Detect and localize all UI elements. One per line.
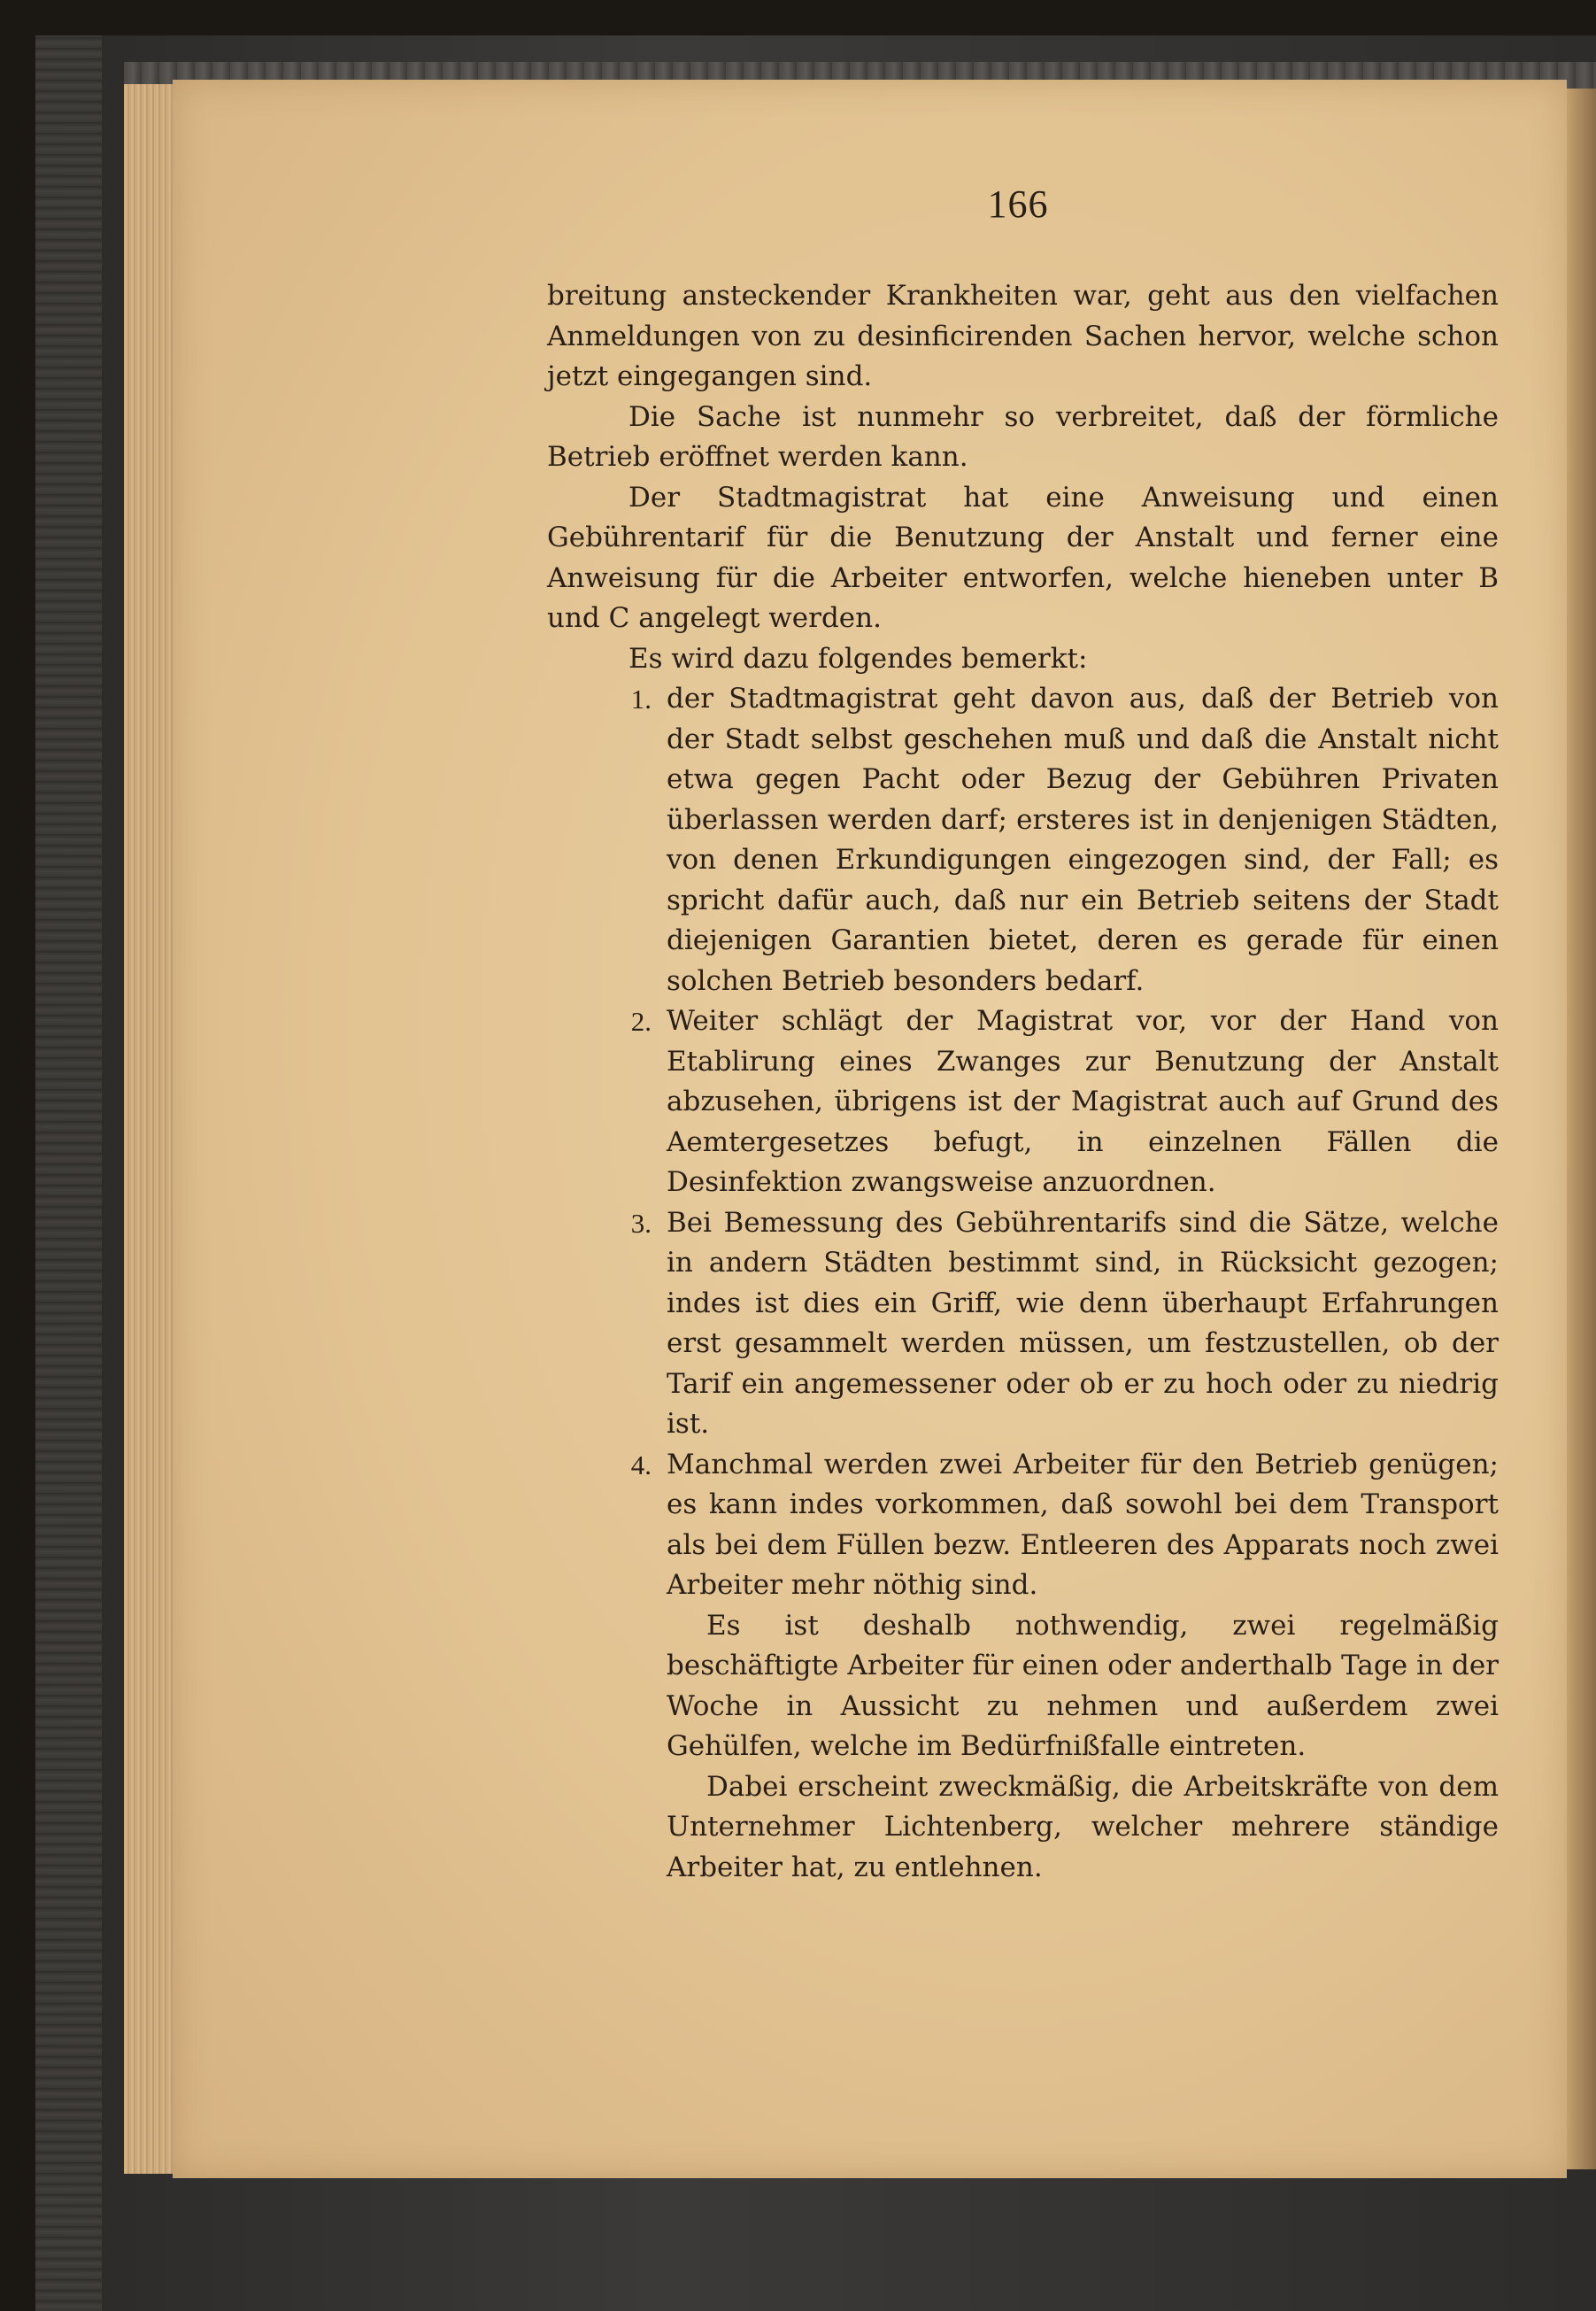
- list-item-number: 1.: [630, 684, 652, 715]
- list-item-text: Bei Bemessung des Gebührentarifs sind die Sätze, welche in andern Städten bestimmt sind, in Rücksicht gezogen; indes ist dies ein Griff, wie denn überhaupt Erfahrungen erst gesammelt werden müssen, um festzustellen, ob der Tarif ein angemessener oder ob er zu hoch oder zu niedrig ist.: [667, 1206, 1499, 1440]
- page-right-edge: [1567, 89, 1596, 2169]
- list-item: [547, 1445, 1499, 1889]
- paragraph-stadtmagistrat: Der Stadtmagistrat hat eine Anweisung und einen Gebührentarif für die Benutzung der Anstalt und ferner eine Anweisung für die Arbeiter entworfen, welche hieneben unter B und C angelegt werden.: [547, 481, 1499, 634]
- list-item-number: 4.: [630, 1449, 652, 1480]
- page-stack-edges: [124, 84, 177, 2174]
- list-item-text: Weiter schlägt der Magistrat vor, vor der Hand von Etablirung eines Zwanges zur Benutzung der Anstalt abzusehen, übrigens ist der Magistrat auch auf Grund des Aemtergesetzes befugt, in einzelnen Fällen die Desinfektion zwangsweise anzuordnen.: [667, 1005, 1499, 1198]
- page-number: 166: [987, 182, 1049, 226]
- list-item-text: der Stadtmagistrat geht davon aus, daß der Betrieb von der Stadt selbst geschehen muß und daß die Anstalt nicht etwa gegen Pacht oder Bezug der Gebühren Privaten überlassen werden darf; ersteres ist in denjenigen Städten, von denen Erkundigungen eingezogen sind, der Fall; es spricht dafür auch, daß nur ein Betrieb seitens der Stadt diejenigen Garantien bietet, deren es gerade für einen solchen Betrieb besonders bedarf.: [667, 683, 1499, 997]
- list-item: [547, 1001, 1499, 1203]
- list-item: [547, 1203, 1499, 1445]
- list-item: [547, 679, 1499, 1001]
- numbered-list: [547, 679, 1499, 1888]
- page-body-text: [547, 276, 1499, 1888]
- list-item-subparagraph: Es ist deshalb nothwendig, zwei regelmäßig beschäftigte Arbeiter für einen oder anderthalb Tage in der Woche in Aussicht zu nehmen und außerdem zwei Gehülfen, welche im Bedürfnißfalle eintreten.: [667, 1609, 1499, 1762]
- list-item-subparagraph: Dabei erscheint zweckmäßig, die Arbeitskräfte von dem Unternehmer Lichtenberg, welcher mehrere ständige Arbeiter hat, zu entlehnen.: [667, 1770, 1499, 1883]
- paragraph-bemerkt: Es wird dazu folgendes bemerkt:: [628, 642, 1088, 675]
- book-spine: [35, 35, 102, 2311]
- list-item-text: Manchmal werden zwei Arbeiter für den Betrieb genügen; es kann indes vorkommen, daß sowohl bei dem Transport als bei dem Füllen bezw. Entleeren des Apparats noch zwei Arbeiter mehr nöthig sind.: [667, 1448, 1499, 1601]
- paragraph-sache: Die Sache ist nunmehr so verbreitet, daß der förmliche Betrieb eröffnet werden kann.: [547, 400, 1499, 473]
- list-item-number: 2.: [630, 1006, 652, 1037]
- paragraph-intro: breitung ansteckender Krankheiten war, geht aus den vielfachen Anmeldungen von zu desinficirenden Sachen hervor, welche schon jetzt eingegangen sind.: [547, 280, 1499, 392]
- list-item-number: 3.: [630, 1207, 652, 1239]
